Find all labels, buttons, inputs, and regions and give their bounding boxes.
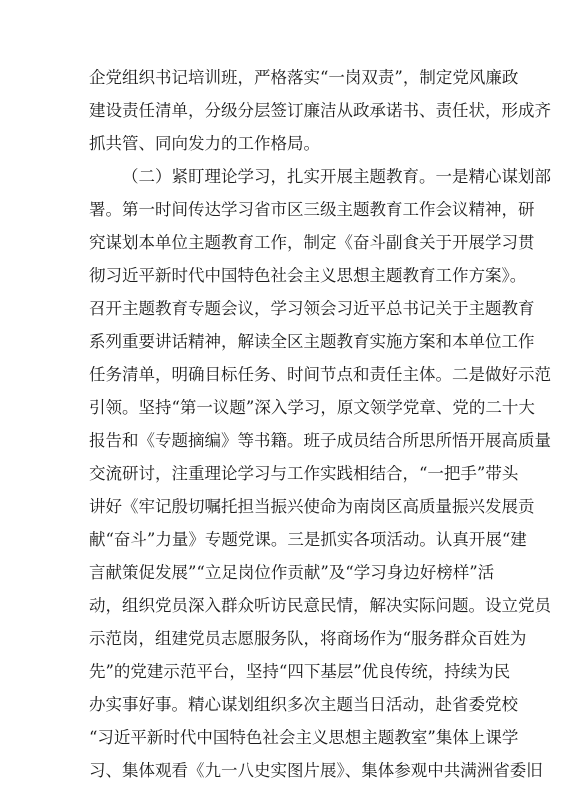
text-line: 示范岗，组建党员志愿服务队，将商场作为“服务群众百姓为 <box>89 629 527 648</box>
text-line: 任务清单，明确目标任务、时间节点和责任主体。二是做好示范 <box>89 365 551 384</box>
text-line: 办实事好事。精心谋划组织多次主题当日活动，赴省委党校 <box>89 695 518 714</box>
text-line: 系列重要讲话精神，解读全区主题教育实施方案和本单位工作 <box>89 332 535 351</box>
paragraph-party-responsibility <box>89 61 551 160</box>
text-line: 先”的党建示范平台，坚持“四下基层”优良传统，持续为民 <box>89 662 511 681</box>
text-line: 署。第一时间传达学习省市区三级主题教育工作会议精神，研 <box>89 200 535 219</box>
text-line: 动，组织党员深入群众听访民意民情，解决实际问题。设立党员 <box>89 596 551 615</box>
text-line: “习近平新时代中国特色社会主义思想主题教室”集体上课学 <box>89 728 519 747</box>
text-line: 讲好《牢记殷切嘱托担当振兴使命为南岗区高质量振兴发展贡 <box>89 497 535 516</box>
text-line: 究谋划本单位主题教育工作，制定《奋斗副食关于开展学习贯 <box>89 233 535 252</box>
text-line: 召开主题教育专题会议，学习领会习近平总书记关于主题教育 <box>89 299 535 318</box>
text-line: 习、集体观看《九一八史实图片展》、集体参观中共满洲省委旧 <box>89 761 543 780</box>
text-line: 建设责任清单，分级分层签订廉洁从政承诺书、责任状，形成齐 <box>89 101 551 120</box>
section-heading-line: （二）紧盯理论学习，扎实开展主题教育。一是精心谋划部 <box>122 167 551 186</box>
text-line: 彻习近平新时代中国特色社会主义思想主题教育工作方案》。 <box>89 266 527 285</box>
text-line: 献“奋斗”力量》专题党课。三是抓实各项活动。认真开展“建 <box>89 530 527 549</box>
paragraph-theory-study <box>89 160 551 787</box>
text-line: 交流研讨，注重理论学习与工作实践相结合，“一把手”带头 <box>89 464 519 483</box>
text-line: 言献策促发展”“立足岗位作贡献”及“学习身边好榜样”活 <box>89 563 495 582</box>
text-line: 抓共管、同向发力的工作格局。 <box>89 134 320 153</box>
text-line: 引领。坚持“第一议题”深入学习，原文领学党章、党的二十大 <box>89 398 535 417</box>
text-line: 企党组织书记培训班，严格落实“一岗双责”，制定党风廉政 <box>89 68 519 87</box>
text-line: 报告和《专题摘编》等书籍。班子成员结合所思所悟开展高质量 <box>89 431 551 450</box>
